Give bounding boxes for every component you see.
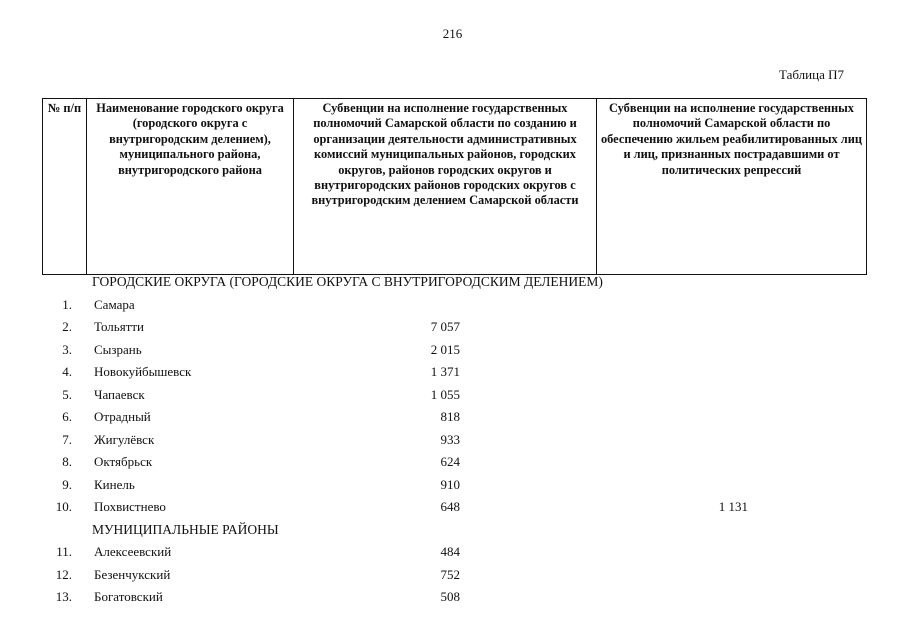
table-row (0, 454, 905, 476)
row-value-commissions: 910 (440, 476, 460, 492)
table-row (0, 297, 905, 319)
row-name: Отрадный (94, 409, 151, 424)
section-title: МУНИЦИПАЛЬНЫЕ РАЙОНЫ (92, 521, 279, 537)
row-value-commissions: 933 (440, 431, 460, 447)
row-name: Самара (94, 296, 135, 312)
table-row (0, 567, 905, 589)
row-number: 10. (55, 499, 72, 514)
table-row (0, 477, 905, 499)
row-value-commissions: 484 (440, 544, 460, 559)
page-number: 216 (442, 26, 463, 41)
row-value-commissions: 7 057 (430, 319, 460, 334)
table-row (0, 387, 905, 409)
table-row (0, 544, 905, 566)
table-label: Таблица П7 (779, 67, 844, 82)
header-admin-commissions: Субвенции на исполнение государственных полномочий Самарской области по созданию и организации деятельности административных комиссий муниципальных районов, городских округов, районов городских округов и внутригородских районов городских округов с внутригородским делением Самарской области (294, 99, 597, 275)
row-value-commissions: 1 371 (430, 364, 460, 379)
table-row (0, 319, 905, 341)
row-number: 7. (62, 431, 72, 447)
header-name: Наименование городского округа (городского округа с внутригородским делением), муниципального района, внутригородского района (87, 99, 294, 275)
row-value-commissions: 624 (440, 454, 460, 469)
row-value-housing: 1 131 (718, 499, 748, 514)
row-value-commissions: 2 015 (430, 341, 460, 357)
row-name: Безенчукский (94, 566, 171, 582)
row-name: Тольятти (94, 319, 145, 334)
row-name: Октябрьск (94, 454, 153, 469)
row-number: 13. (55, 589, 72, 604)
row-name: Чапаевск (94, 386, 145, 402)
row-name: Похвистнево (94, 499, 166, 514)
row-name: Богатовский (94, 589, 163, 604)
table-row (0, 342, 905, 364)
row-number: 5. (62, 386, 72, 402)
row-value-commissions: 752 (440, 566, 460, 582)
row-name: Новокуйбышевск (94, 364, 192, 379)
row-name: Сызрань (94, 341, 142, 357)
table-row (0, 364, 905, 386)
row-name: Кинель (94, 476, 135, 492)
row-number: 8. (62, 454, 72, 469)
row-name: Алексеевский (94, 544, 172, 559)
row-value-commissions: 1 055 (430, 386, 460, 402)
row-number: 4. (62, 364, 72, 379)
table-row (0, 589, 905, 611)
row-value-commissions: 818 (440, 409, 460, 424)
table-row (0, 409, 905, 431)
row-name: Жигулёвск (94, 431, 155, 447)
row-value-commissions: 648 (440, 499, 460, 514)
row-number: 6. (62, 409, 72, 424)
section-title: ГОРОДСКИЕ ОКРУГА (ГОРОДСКИЕ ОКРУГА С ВНУТРИГОРОДСКИМ ДЕЛЕНИЕМ) (92, 274, 603, 289)
table-row (0, 499, 905, 521)
header-number: № п/п (43, 99, 87, 275)
row-number: 3. (62, 341, 72, 357)
table-row (0, 432, 905, 454)
row-value-commissions: 508 (440, 589, 460, 604)
row-number: 1. (62, 296, 72, 312)
row-number: 11. (56, 544, 72, 559)
table-header (42, 98, 867, 275)
row-number: 9. (62, 476, 72, 492)
row-number: 12. (55, 566, 72, 582)
row-number: 2. (62, 319, 72, 334)
header-housing-rehabilitated: Субвенции на исполнение государственных полномочий Самарской области по обеспечению жильем реабилитированных лиц и лиц, признанных пострадавшими от политических репрессий (597, 99, 867, 275)
